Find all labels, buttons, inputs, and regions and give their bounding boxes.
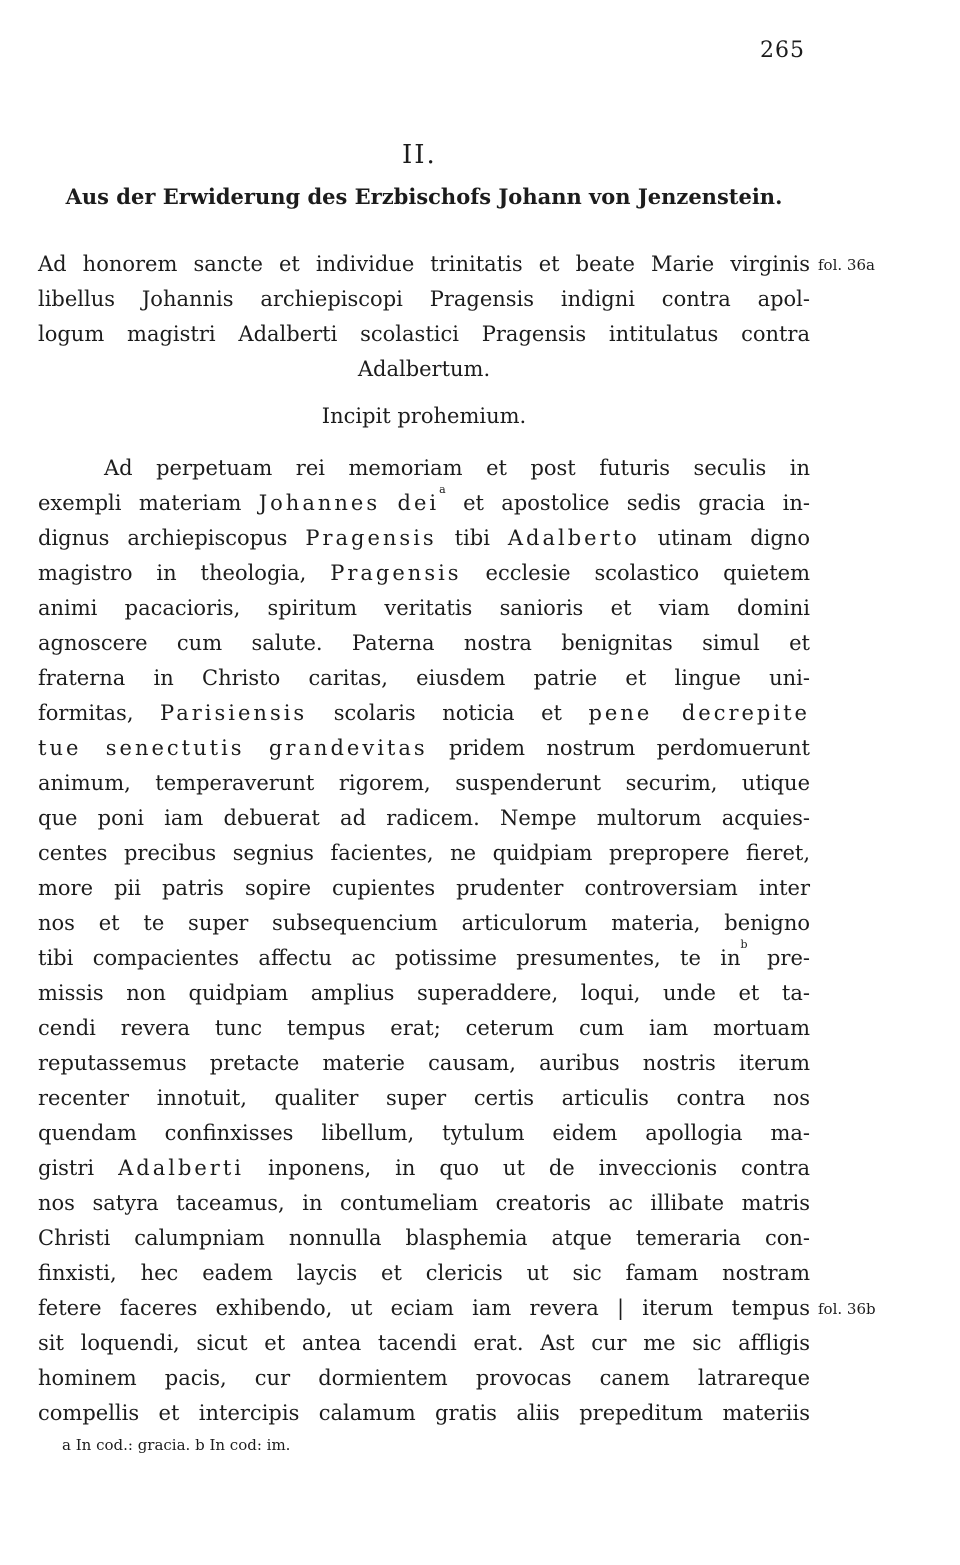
title-line: libellus Johannis archiepiscopi Pragensis indigni contra apol- [38,287,810,311]
body-line: sit loquendi, sicut et antea tacendi erat. Ast cur me sic affligis [38,1331,810,1355]
body-line [38,1153,810,1183]
body-text: exempli materiam [38,491,242,515]
section-heading: Aus der Erwiderung des Erzbischofs Johann von Jenzenstein. [65,184,783,209]
footnote-marker: b [740,938,748,951]
body-line: Christi calumpniam nonnulla blasphemia atque temeraria con- [38,1226,810,1250]
footnotes: a In cod.: gracia. b In cod: im. [62,1436,291,1454]
body-text: utinam digno [657,526,810,550]
margin-note-folio: fol. 36a [818,256,875,274]
body-line [38,558,810,588]
margin-note-folio: fol. 36b [818,1300,876,1318]
spaced-name: Adalberto [507,526,640,550]
spaced-name: Adalberti [118,1156,245,1180]
body-text: pre- [766,946,810,970]
body-line: hominem pacis, cur dormientem provocas canem latrareque [38,1366,810,1390]
spaced-phrase: tue senectutis grandevitas [38,736,428,760]
title-line: Adalbertum. [357,357,491,381]
spaced-name: Pragensis [330,561,462,585]
body-line: more pii patris sopire cupientes prudenter controversiam inter [38,876,810,900]
spaced-phrase: pene decrepite [588,701,810,725]
body-line: reputassemus pretacte materie causam, auribus nostris iterum [38,1051,810,1075]
spaced-name: Parisiensis [160,701,308,725]
body-line: compellis et intercipis calamum gratis aliis prepeditum materiis [38,1401,810,1425]
page-number: 265 [760,38,805,63]
body-line: fetere faceres exhibendo, ut eciam iam revera | iterum tempus [38,1296,810,1320]
body-line: nos satyra taceamus, in contumeliam creatoris ac illibate matris [38,1191,810,1215]
body-line: recenter innotuit, qualiter super certis articulis contra nos [38,1086,810,1110]
spaced-word: dei [397,491,440,515]
body-text: ecclesie scolastico quietem [485,561,810,585]
body-line [38,938,810,973]
body-text: et apostolice sedis gracia in- [463,491,810,515]
spaced-name: Pragensis [305,526,437,550]
body-text: magistro in theologia, [38,561,307,585]
body-line: agnoscere cum salute. Paterna nostra benignitas simul et [38,631,810,655]
body-line: quendam confinxisses libellum, tytulum eidem apollogia ma- [38,1121,810,1145]
body-line: finxisti, hec eadem laycis et clericis ut sic famam nostram [38,1261,810,1285]
section-numeral: II. [402,140,437,170]
body-line: missis non quidpiam amplius superaddere, loqui, unde et ta- [38,981,810,1005]
body-line: animum, temperaverunt rigorem, suspenderunt securim, utique [38,771,810,795]
body-line: centes precibus segnius facientes, ne quidpiam preproperе fieret, [38,841,810,865]
body-text: scolaris noticia et [333,701,562,725]
body-line: nos et te super subsequencium articulorum materia, benigno [38,911,810,935]
body-text: formitas, [38,701,134,725]
body-line: fraterna in Christo caritas, eiusdem patrie et lingue uni- [38,666,810,690]
body-line [38,698,810,728]
footnote-marker: a [439,483,446,496]
body-text: gistri [38,1156,95,1180]
title-line: logum magistri Adalberti scolastici Pragensis intitulatus contra [38,322,810,346]
spaced-name: Johannes [258,491,381,515]
body-line: cendi revera tunc tempus erat; ceterum cum iam mortuam [38,1016,810,1040]
body-line [38,483,810,518]
subheading: Incipit prohemium. [321,404,527,428]
body-text: dignus archiepiscopus [38,526,288,550]
body-text: pridem nostrum perdomuerunt [449,736,810,760]
body-line: que poni iam debuerat ad radicem. Nempe multorum acquies- [38,806,810,830]
title-line: Ad honorem sancte et individue trinitatis et beate Marie virginis [38,252,810,276]
body-text: inponens, in quo ut de invecciоnis contra [267,1156,810,1180]
body-text: tibi [454,526,490,550]
body-line: Ad perpetuam rei memoriam et post futuris seculis in [104,456,810,480]
body-line [38,523,810,553]
body-text: tibi compacientes affectu ac potissime presumentes, te in [38,946,741,970]
body-line: animi pacacioris, spiritum veritatis sanioris et viam domini [38,596,810,620]
body-line [38,733,810,763]
